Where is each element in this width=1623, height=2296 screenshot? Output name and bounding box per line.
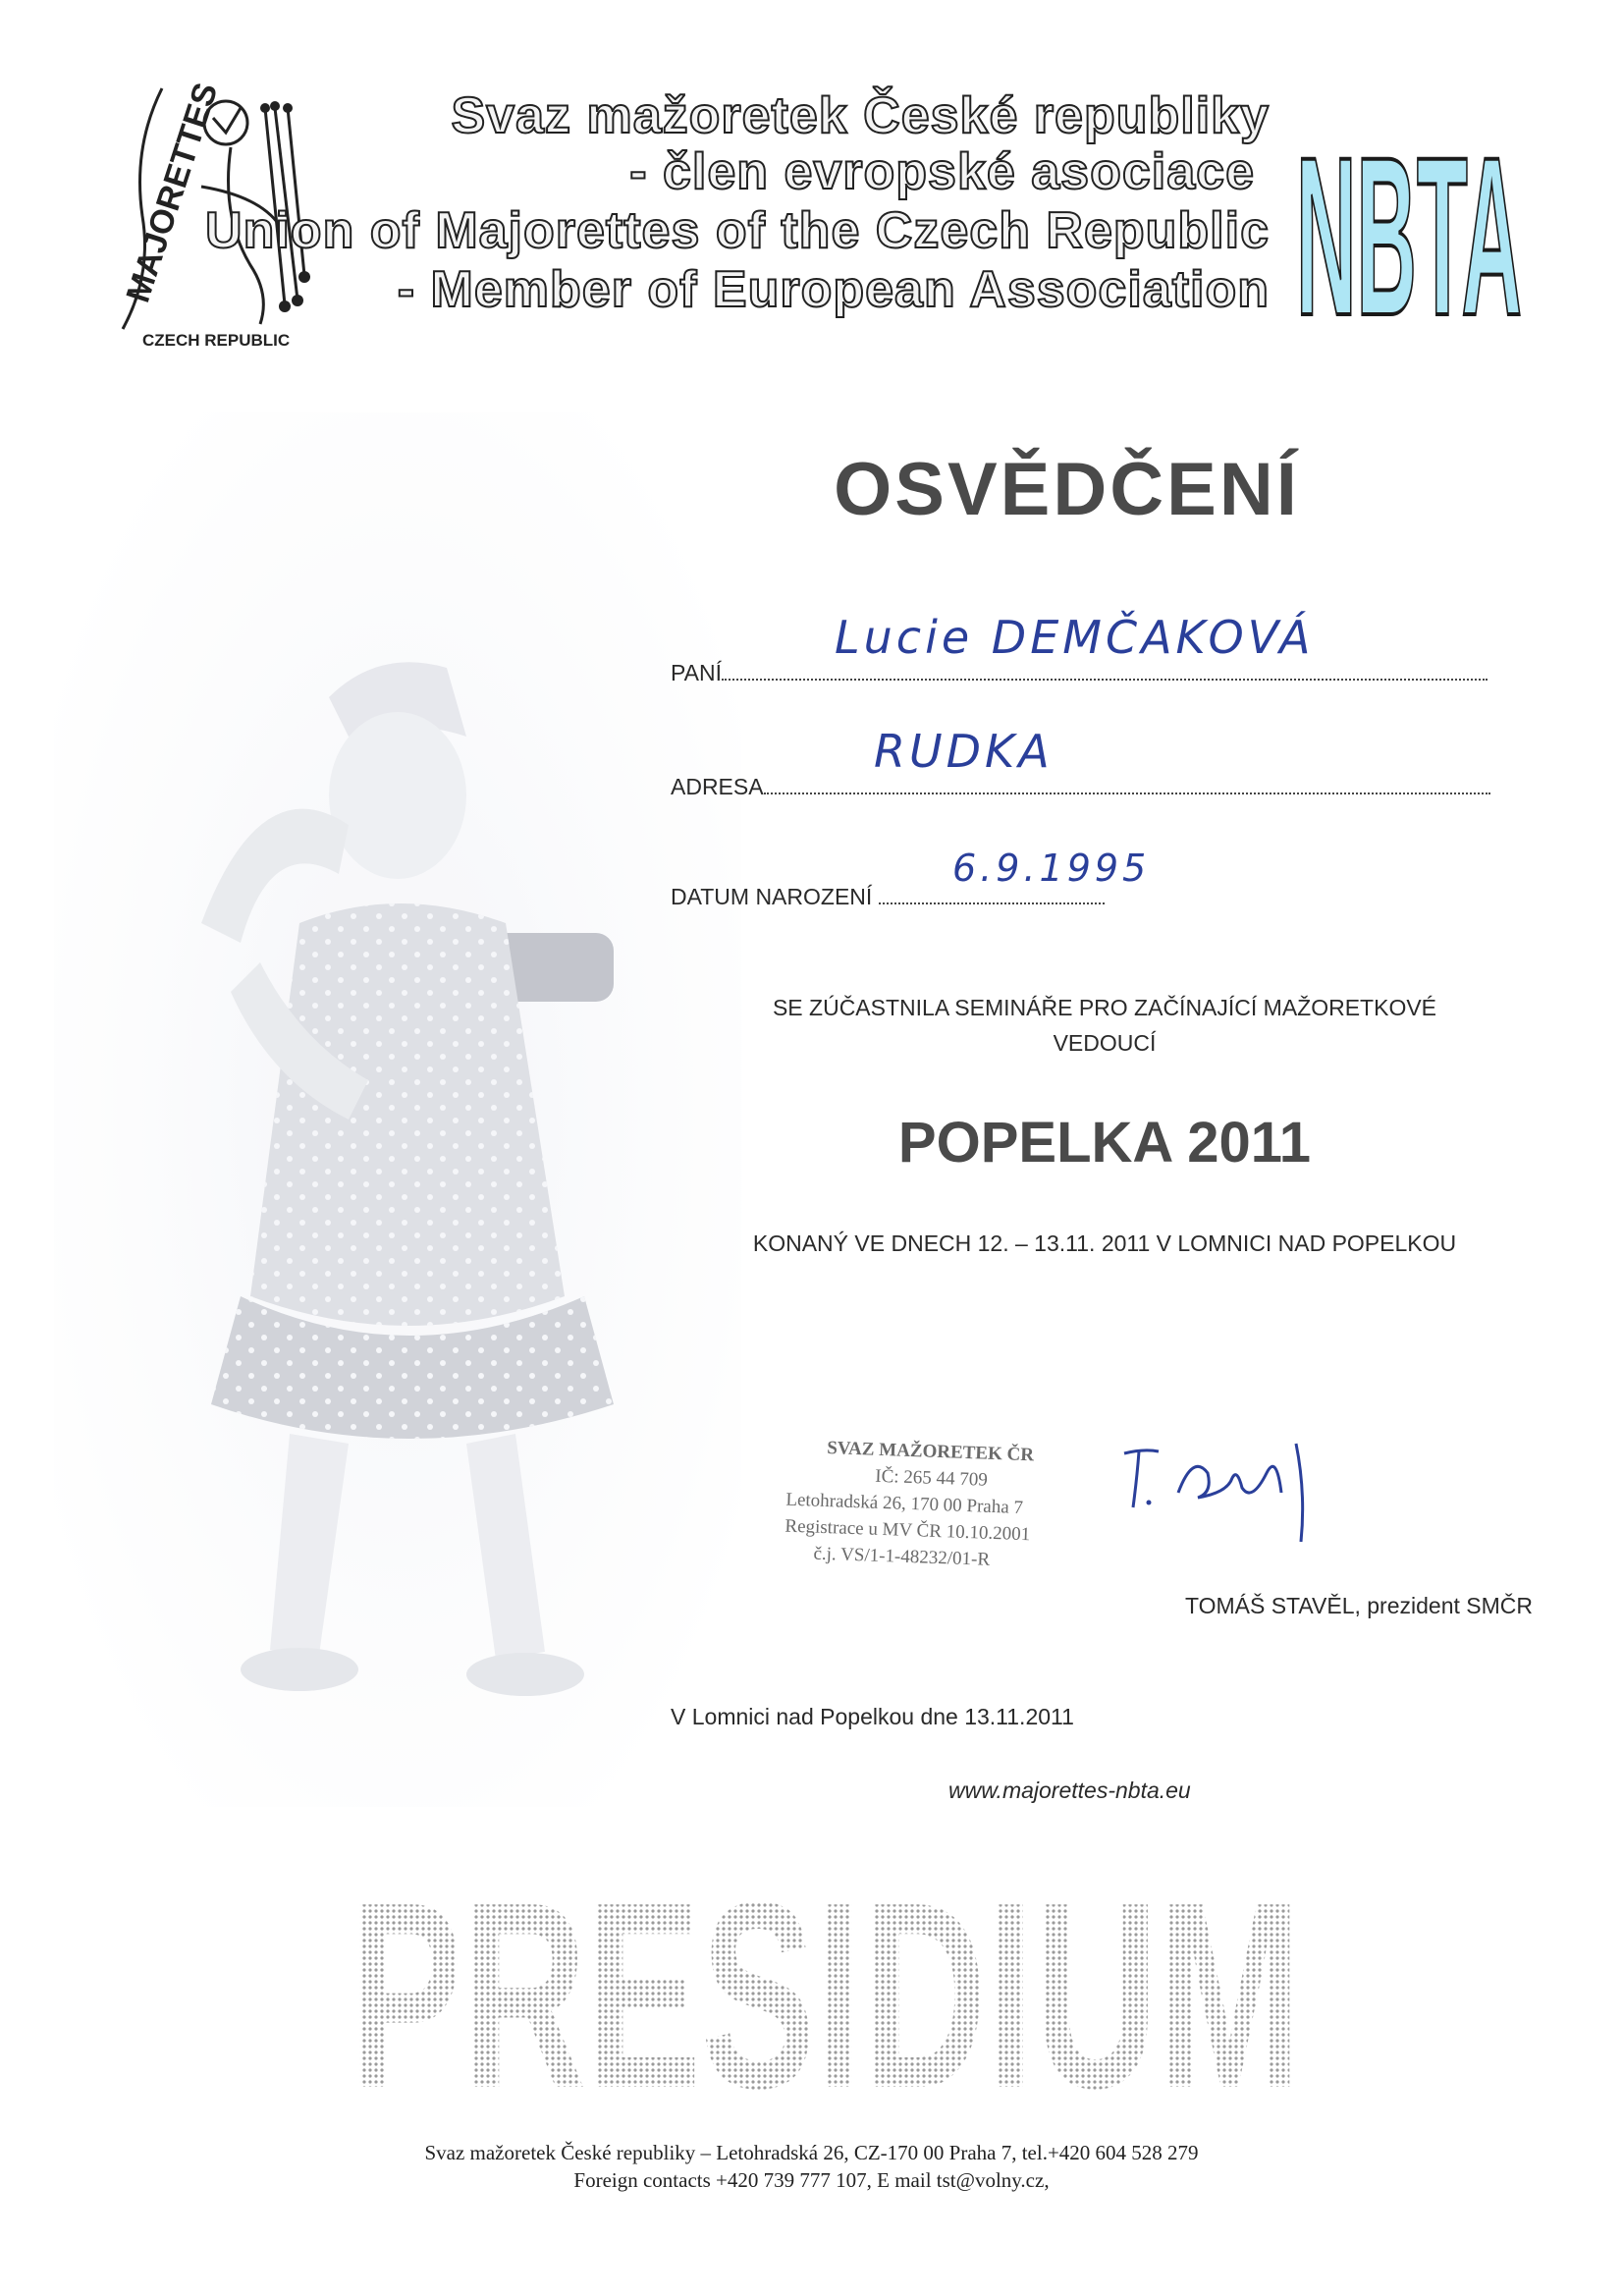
official-stamp — [773, 1433, 1102, 1596]
footer-line-1: Svaz mažoretek České republiky – Letohradská 26, CZ-170 00 Praha 7, tel.+420 604 528 279 — [424, 2141, 1199, 2164]
logo-text-czech: CZECH REPUBLIC — [142, 331, 291, 350]
datum-value: 6.9.1995 — [952, 847, 1151, 890]
header-line-1: Svaz mažoretek České republiky — [451, 87, 1270, 144]
signatory: TOMÁŠ STAVĚL, prezident SMČR — [1184, 1593, 1533, 1618]
pani-value: Lucie DEMČAKOVÁ — [835, 611, 1315, 664]
statement-line-2: VEDOUCÍ — [1053, 1030, 1157, 1056]
field-pani — [671, 660, 1488, 686]
stamp-line-2: IČ: 265 44 709 — [874, 1465, 989, 1491]
place-date: V Lomnici nad Popelkou dne 13.11.2011 — [671, 1704, 1074, 1729]
event-details: KONANÝ VE DNECH 12. – 13.11. 2011 V LOMNICI NAD POPELKOU — [752, 1230, 1457, 1256]
pani-dotted-line — [722, 677, 1488, 681]
header-line-2: - člen evropské asociace — [629, 143, 1255, 200]
stamp-line-3: Letohradská 26, 170 00 Praha 7 — [785, 1489, 1024, 1519]
footer-line-2: Foreign contacts +420 739 777 107, E mail tst@volny.cz, — [573, 2168, 1050, 2192]
signature — [1119, 1434, 1335, 1552]
stamp-line-5: č.j. VS/1-1-48232/01-R — [813, 1543, 991, 1570]
nbta-logo — [1291, 83, 1527, 334]
presidium-text: PRESIDIUM — [349, 1861, 1301, 2106]
adresa-value: RUDKA — [874, 725, 1054, 778]
adresa-label: ADRESA — [671, 774, 764, 799]
statement-line-1: SE ZÚČASTNILA SEMINÁŘE PRO ZAČÍNAJÍCÍ MAŽORETKOVÉ — [772, 995, 1437, 1020]
event-name: POPELKA 2011 — [897, 1111, 1312, 1175]
datum-label: DATUM NAROZENÍ — [671, 884, 873, 909]
datum-dotted-line — [879, 901, 1105, 904]
adresa-dotted-line — [764, 791, 1490, 794]
pani-label: PANÍ — [671, 660, 722, 685]
logo-text-majorettes: MAJORETTES — [119, 79, 226, 307]
header-line-3: Union of Majorettes of the Czech Republic — [205, 202, 1270, 259]
website-link[interactable]: www.majorettes-nbta.eu — [948, 1777, 1191, 1803]
certificate-title: OSVĚDČENÍ — [834, 448, 1300, 531]
header-line-4: - Member of European Association — [397, 261, 1270, 318]
stamp-line-1: SVAZ MAŽORETEK ČR — [826, 1438, 1035, 1466]
nbta-logo-text: NBTA — [1296, 110, 1522, 334]
stamp-line-4: Registrace u MV ČR 10.10.2001 — [784, 1515, 1031, 1546]
field-adresa — [671, 774, 1490, 800]
presidium-watermark — [344, 1861, 1306, 2106]
